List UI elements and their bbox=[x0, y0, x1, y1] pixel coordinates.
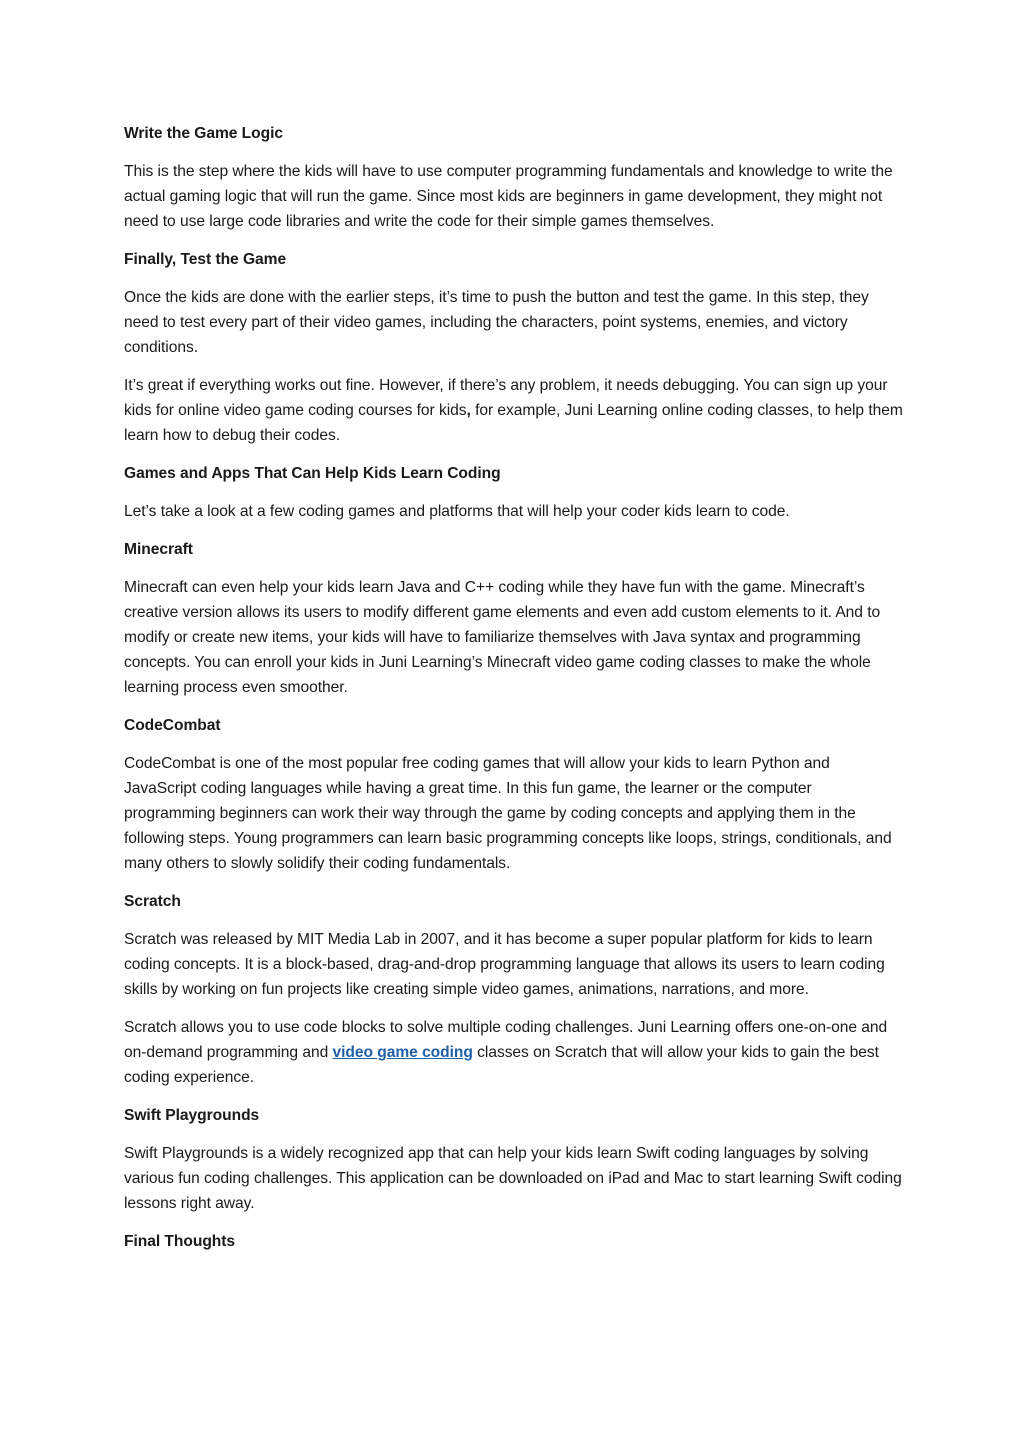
debugging-bold-comma: , bbox=[466, 402, 471, 419]
heading-games-apps: Games and Apps That Can Help Kids Learn Coding bbox=[124, 465, 501, 482]
debugging-text-part-2: for example, Juni Learning online coding classes, to help them learn how to debug their codes. bbox=[124, 402, 903, 444]
paragraph-game-logic: This is the step where the kids will have to use computer programming fundamentals and knowledge to write the actual gaming logic that will run the game. Since most kids are beginners in game development, they might not need to use large code libraries and write the code for their simple games themselves. bbox=[124, 163, 893, 230]
paragraph-test-game: Once the kids are done with the earlier steps, it’s time to push the button and test the game. In this step, they need to test every part of their video games, including the characters, point systems, enemies, and victory conditions. bbox=[124, 289, 869, 356]
paragraph-games-apps: Let’s take a look at a few coding games and platforms that will help your coder kids learn to code. bbox=[124, 503, 790, 520]
document-page bbox=[124, 121, 904, 1267]
scratch-classes-text-part-2: classes on Scratch that will allow your kids to gain the best coding experience. bbox=[124, 1044, 879, 1086]
heading-write-game-logic: Write the Game Logic bbox=[124, 125, 284, 142]
heading-scratch: Scratch bbox=[124, 893, 181, 910]
video-game-coding-link[interactable]: video game coding bbox=[332, 1044, 473, 1061]
paragraph-minecraft: Minecraft can even help your kids learn Java and C++ coding while they have fun with the game. Minecraft’s creative version allows its users to modify different game elements and even add custom elements to it. And to modify or create new items, your kids will have to familiarize themselves with Java syntax and programming concepts. You can enroll your kids in Juni Learning’s Minecraft video game coding classes to make the whole learning process even smoother. bbox=[124, 579, 881, 696]
heading-codecombat: CodeCombat bbox=[124, 717, 221, 734]
paragraph-codecombat: CodeCombat is one of the most popular free coding games that will allow your kids to learn Python and JavaScript coding languages while having a great time. In this fun game, the learner or the computer programming beginners can work their way through the game by coding concepts and applying them in the following steps. Young programmers can learn basic programming concepts like loops, strings, conditionals, and many others to slowly solidify their coding fundamentals. bbox=[124, 755, 892, 872]
scratch-classes-text-part-1: Scratch allows you to use code blocks to solve multiple coding challenges. Juni Learning offers one-on-one and on-demand programming and bbox=[124, 1019, 888, 1061]
debugging-text-part-1: It’s great if everything works out fine. However, if there’s any problem, it needs debugging. You can sign up your kids for online video game coding courses for kids bbox=[124, 377, 888, 419]
paragraph-scratch-intro: Scratch was released by MIT Media Lab in 2007, and it has become a super popular platform for kids to learn coding concepts. It is a block-based, drag-and-drop programming language that allows its users to learn coding skills by working on fun projects like creating simple video games, animations, narrations, and more. bbox=[124, 931, 885, 998]
heading-test-game: Finally, Test the Game bbox=[124, 251, 287, 268]
paragraph-debugging bbox=[124, 373, 904, 448]
heading-swift-playgrounds: Swift Playgrounds bbox=[124, 1107, 260, 1124]
paragraph-swift-playgrounds: Swift Playgrounds is a widely recognized app that can help your kids learn Swift coding languages by solving various fun coding challenges. This application can be downloaded on iPad and Mac to start learning Swift coding lessons right away. bbox=[124, 1145, 902, 1212]
heading-final-thoughts: Final Thoughts bbox=[124, 1233, 236, 1250]
paragraph-scratch-classes bbox=[124, 1015, 904, 1090]
heading-minecraft: Minecraft bbox=[124, 541, 193, 558]
